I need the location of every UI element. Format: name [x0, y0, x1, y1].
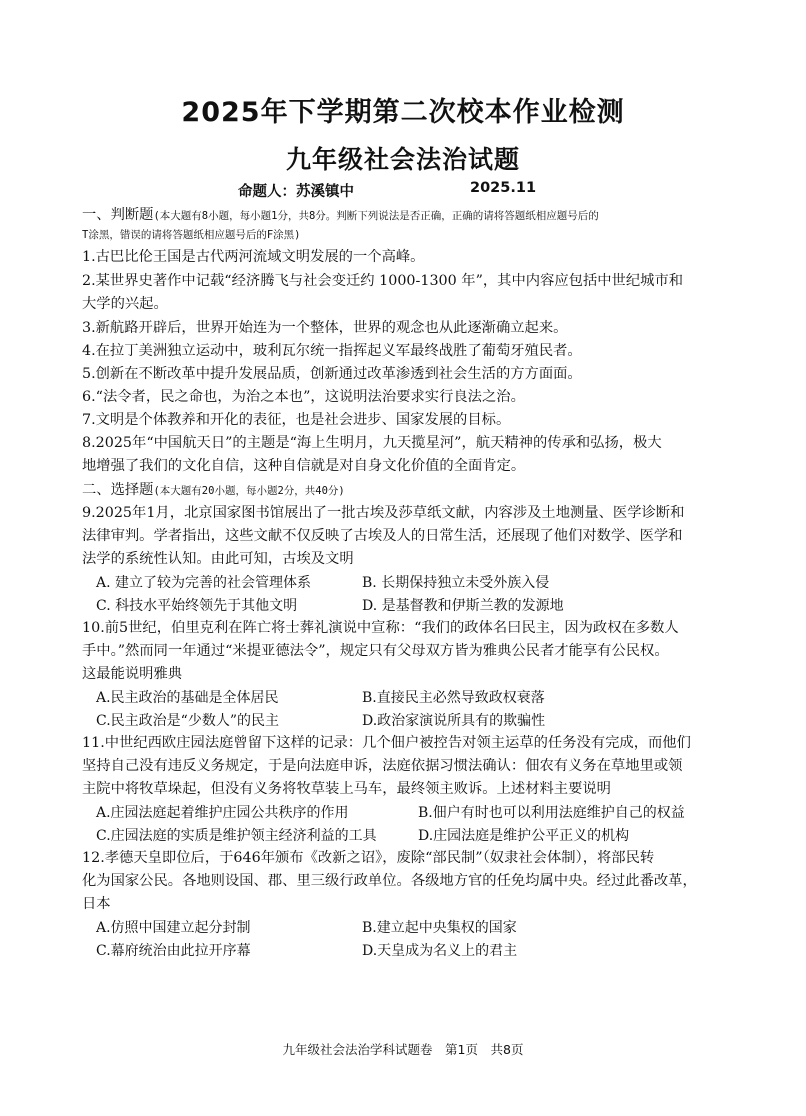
section1-note-cont: T涂黑，错误的请将答题纸相应题号后的F涂黑) — [82, 229, 301, 241]
question-10-option-b: B.直接民主必然导致政权衰落 — [362, 690, 545, 706]
question-3: 3.新航路开辟后，世界开始连为一个整体，世界的观念也从此逐渐确立起来。 — [82, 320, 568, 336]
question-10-option-d: D.政治家演说所具有的欺骗性 — [362, 713, 546, 729]
question-10-line1: 10.前5世纪，伯里克利在阵亡将士葬礼演说中宣称：“我们的政体名曰民主，因为政权在多数人 — [82, 620, 679, 636]
question-12-option-c: C.幕府统治由此拉开序幕 — [96, 943, 251, 959]
question-1: 1.古巴比伦王国是古代两河流域文明发展的一个高峰。 — [82, 249, 425, 265]
question-12-option-a: A.仿照中国建立起分封制 — [96, 920, 251, 936]
question-12-option-b: B.建立起中央集权的国家 — [362, 920, 517, 936]
question-9-option-c: C. 科技水平始终领先于其他文明 — [96, 598, 298, 614]
section2-note: (本大题有20小题，每小题2分，共40分) — [153, 485, 345, 497]
question-8-line1: 8.2025年“中国航天日”的主题是“海上生明月，九天揽星河”，航天精神的传承和弘扬，极大 — [82, 435, 662, 451]
question-11-option-c: C.庄园法庭的实质是维护领主经济利益的工具 — [96, 828, 377, 844]
question-12-line1: 12.孝德天皇即位后，于646年颁布《改新之诏》，废除“部民制”（奴隶社会体制），将部民转 — [82, 850, 655, 866]
question-7: 7.文明是个体教养和开化的表征，也是社会进步、国家发展的目标。 — [82, 412, 511, 428]
question-9-line2: 法律审判。学者指出，这些文献不仅反映了古埃及人的日常生活，还展现了他们对数学、医学和 — [82, 528, 683, 544]
question-12-option-d: D.天皇成为名义上的君主 — [362, 943, 518, 959]
question-11-line1: 11.中世纪西欧庄园法庭曾留下这样的记录：几个佃户被控告对领主运草的任务没有完成，而他们 — [82, 735, 691, 751]
exam-title: 2025年下学期第二次校本作业检测 — [181, 97, 625, 128]
section2-heading-line — [82, 480, 345, 501]
exam-subtitle: 九年级社会法治试题 — [285, 145, 520, 174]
section1-note: (本大题有8小题，每小题1分，共8分。判断下列说法是否正确，正确的请将答题纸相应题号后的 — [153, 210, 599, 222]
exam-date: 2025.11 — [470, 180, 537, 196]
question-11-option-a: A.庄园法庭起着维护庄园公共秩序的作用 — [96, 805, 349, 821]
question-10-line2: 手中。”然而同一年通过“米提亚德法令”，规定只有父母双方皆为雅典公民者才能享有公民权。 — [82, 643, 669, 659]
question-11-line3: 主院中将牧草垛起，但没有义务将牧草装上马车，最终领主败诉。上述材料主要说明 — [82, 781, 611, 797]
question-5: 5.创新在不断改革中提升发展品质，创新通过改革渗透到社会生活的方方面面。 — [82, 366, 582, 382]
question-11-line2: 坚持自己没有违反义务规定，于是向法庭申诉，法庭依据习惯法确认：佃农有义务在草地里或领 — [82, 758, 683, 774]
section1-heading: 一、判断题 — [82, 207, 154, 223]
question-10-option-a: A.民主政治的基础是全体居民 — [96, 690, 279, 706]
question-2-line1: 2.某世界史著作中记载“经济腾飞与社会变迁约 1000-1300 年”，其中内容应包括中世纪城市和 — [82, 273, 684, 289]
question-9-option-a: A. 建立了较为完善的社会管理体系 — [96, 575, 312, 591]
question-10-line3: 这最能说明雅典 — [82, 666, 183, 682]
question-11-option-b: B.佃户有时也可以利用法庭维护自己的权益 — [418, 805, 685, 821]
question-9-option-d: D. 是基督教和伊斯兰教的发源地 — [362, 598, 564, 614]
question-11-option-d: D.庄园法庭是维护公平正义的机构 — [418, 828, 630, 844]
question-9-line3: 法学的系统性认知。由此可知，古埃及文明 — [82, 551, 354, 567]
question-8-line2: 地增强了我们的文化自信，这种自信就是对自身文化价值的全面肯定。 — [82, 458, 526, 474]
question-2-line2: 大学的兴起。 — [82, 296, 168, 312]
question-10-option-c: C.民主政治是“少数人”的民主 — [96, 713, 279, 729]
section2-heading: 二、选择题 — [82, 482, 154, 498]
question-12-line3: 日本 — [82, 896, 111, 912]
question-6: 6.“法令者，民之命也，为治之本也”，这说明法治要求实行良法之治。 — [82, 389, 525, 405]
question-4: 4.在拉丁美洲独立运动中，玻利瓦尔统一指挥起义军最终战胜了葡萄牙殖民者。 — [82, 343, 582, 359]
question-9-option-b: B. 长期保持独立未受外族入侵 — [362, 575, 550, 591]
author-line: 命题人：苏溪镇中 — [238, 184, 354, 200]
question-12-line2: 化为国家公民。各地则设国、郡、里三级行政单位。各级地方官的任免均属中央。经过此番改革， — [82, 873, 697, 889]
question-9-line1: 9.2025年1月，北京国家图书馆展出了一批古埃及莎草纸文献，内容涉及土地测量、医学诊断和 — [82, 505, 685, 521]
section1-heading-line — [82, 205, 599, 226]
page-footer: 九年级社会法治学科试题卷 第1页 共8页 — [282, 1042, 524, 1057]
